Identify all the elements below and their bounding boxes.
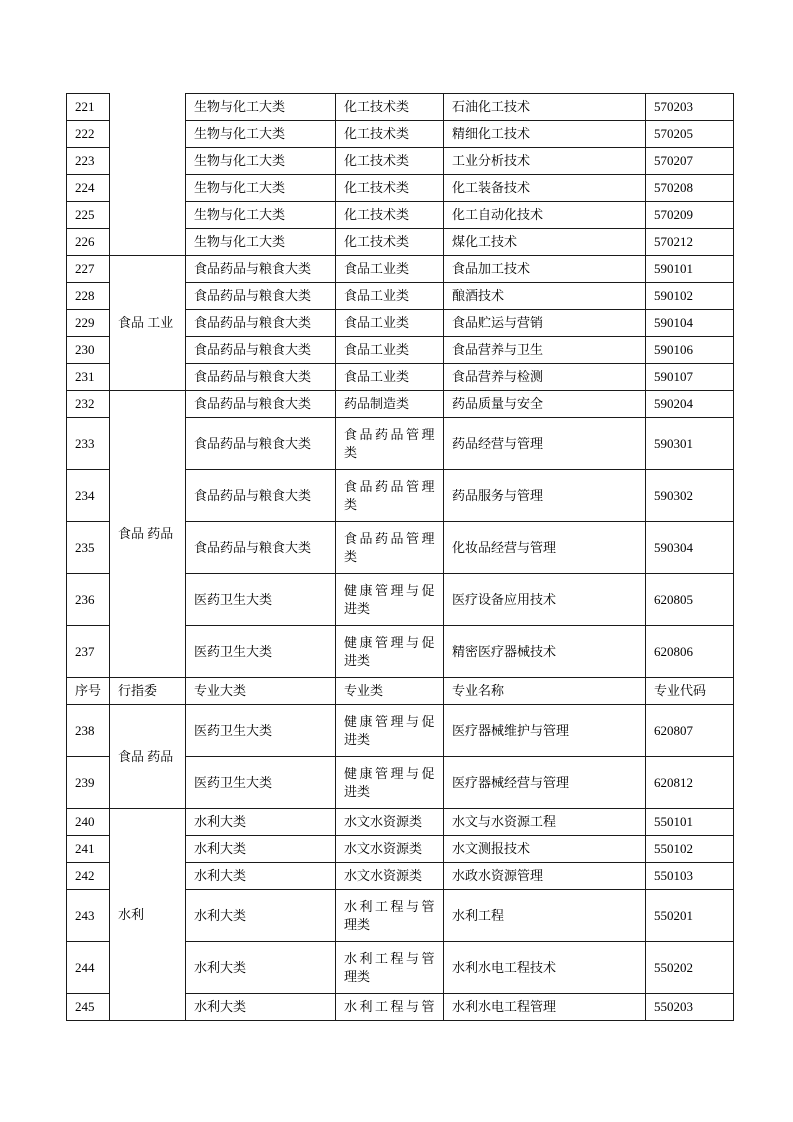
major-class-cell — [336, 626, 444, 678]
serial-number-cell: 240 — [67, 809, 110, 836]
major-name-cell: 食品营养与卫生 — [444, 337, 646, 364]
serial-number-cell: 233 — [67, 418, 110, 470]
serial-number-cell: 230 — [67, 337, 110, 364]
major-category-cell: 生物与化工大类 — [186, 121, 336, 148]
major-category-cell: 食品药品与粮食大类 — [186, 391, 336, 418]
major-class-line1: 食品药品管理 — [344, 530, 438, 546]
major-category-cell: 食品药品与粮食大类 — [186, 470, 336, 522]
major-class-line1: 水利工程与管 — [344, 999, 438, 1014]
major-code-cell: 570212 — [646, 229, 734, 256]
major-category-cell: 食品药品与粮食大类 — [186, 256, 336, 283]
serial-number-cell: 227 — [67, 256, 110, 283]
major-name-cell: 食品加工技术 — [444, 256, 646, 283]
serial-number-cell: 241 — [67, 836, 110, 863]
major-name-cell: 煤化工技术 — [444, 229, 646, 256]
major-code-cell: 590101 — [646, 256, 734, 283]
serial-number-cell: 226 — [67, 229, 110, 256]
major-name-cell: 工业分析技术 — [444, 148, 646, 175]
major-class-line2: 类 — [344, 496, 358, 512]
major-category-cell: 医药卫生大类 — [186, 626, 336, 678]
major-category-cell: 水利大类 — [186, 863, 336, 890]
major-code-cell: 570205 — [646, 121, 734, 148]
serial-number-cell: 237 — [67, 626, 110, 678]
major-name-cell: 食品贮运与营销 — [444, 310, 646, 337]
table-row — [67, 391, 734, 418]
major-class-line1: 水利工程与管 — [344, 950, 438, 966]
major-code-cell: 570203 — [646, 94, 734, 121]
major-class-line2: 类 — [344, 444, 358, 460]
serial-number-cell: 228 — [67, 283, 110, 310]
majors-table-body — [67, 94, 734, 1021]
major-name-cell: 水文与水资源工程 — [444, 809, 646, 836]
major-code-cell: 570209 — [646, 202, 734, 229]
major-code-cell: 550102 — [646, 836, 734, 863]
serial-number-cell: 242 — [67, 863, 110, 890]
major-class-line2: 进类 — [344, 600, 371, 616]
major-category-cell: 水利大类 — [186, 809, 336, 836]
serial-number-cell: 224 — [67, 175, 110, 202]
major-class-line2: 理类 — [344, 968, 371, 984]
major-class-cell: 食品工业类 — [336, 364, 444, 391]
serial-number-cell: 245 — [67, 994, 110, 1021]
major-code-cell: 590302 — [646, 470, 734, 522]
major-name-cell: 药品服务与管理 — [444, 470, 646, 522]
major-code-cell: 590104 — [646, 310, 734, 337]
table-row — [67, 809, 734, 836]
major-code-cell: 550201 — [646, 890, 734, 942]
table-row — [67, 705, 734, 757]
major-name-cell: 医疗设备应用技术 — [444, 574, 646, 626]
major-name-cell: 精密医疗器械技术 — [444, 626, 646, 678]
major-category-cell: 食品药品与粮食大类 — [186, 310, 336, 337]
major-category-cell: 生物与化工大类 — [186, 229, 336, 256]
major-name-cell: 水利工程 — [444, 890, 646, 942]
serial-number-cell: 221 — [67, 94, 110, 121]
major-name-cell: 食品营养与检测 — [444, 364, 646, 391]
major-category-cell: 水利大类 — [186, 890, 336, 942]
major-class-cell: 药品制造类 — [336, 391, 444, 418]
major-category-cell: 食品药品与粮食大类 — [186, 418, 336, 470]
serial-number-cell: 225 — [67, 202, 110, 229]
serial-number-cell: 244 — [67, 942, 110, 994]
serial-number-cell: 238 — [67, 705, 110, 757]
major-name-cell: 药品质量与安全 — [444, 391, 646, 418]
major-class-line2: 进类 — [344, 731, 371, 747]
major-class-line1: 健康管理与促 — [344, 582, 438, 598]
committee-cell: 水利 — [110, 809, 186, 1021]
major-name-cell: 化工装备技术 — [444, 175, 646, 202]
major-code-cell: 590304 — [646, 522, 734, 574]
column-header-2: 专业大类 — [186, 678, 336, 705]
major-code-cell: 570208 — [646, 175, 734, 202]
major-category-cell: 医药卫生大类 — [186, 574, 336, 626]
major-code-cell: 590102 — [646, 283, 734, 310]
major-code-cell: 550203 — [646, 994, 734, 1021]
major-name-cell: 医疗器械经营与管理 — [444, 757, 646, 809]
column-header-0: 序号 — [67, 678, 110, 705]
serial-number-cell: 232 — [67, 391, 110, 418]
table-row — [67, 94, 734, 121]
major-code-cell: 590301 — [646, 418, 734, 470]
major-class-line1: 健康管理与促 — [344, 634, 438, 650]
major-class-cell: 化工技术类 — [336, 148, 444, 175]
major-class-line2: 进类 — [344, 652, 371, 668]
major-name-cell: 化工自动化技术 — [444, 202, 646, 229]
major-name-cell: 石油化工技术 — [444, 94, 646, 121]
major-category-cell: 食品药品与粮食大类 — [186, 522, 336, 574]
major-category-cell: 食品药品与粮食大类 — [186, 364, 336, 391]
major-category-cell: 水利大类 — [186, 942, 336, 994]
major-class-line1: 健康管理与促 — [344, 713, 438, 729]
major-code-cell: 550101 — [646, 809, 734, 836]
serial-number-cell: 222 — [67, 121, 110, 148]
major-name-cell: 化妆品经营与管理 — [444, 522, 646, 574]
major-category-cell: 食品药品与粮食大类 — [186, 283, 336, 310]
table-header-row — [67, 678, 734, 705]
major-class-cell — [336, 574, 444, 626]
major-category-cell: 生物与化工大类 — [186, 94, 336, 121]
serial-number-cell: 243 — [67, 890, 110, 942]
serial-number-cell: 235 — [67, 522, 110, 574]
major-class-cell: 食品工业类 — [336, 283, 444, 310]
major-class-cell: 化工技术类 — [336, 202, 444, 229]
major-name-cell: 水政水资源管理 — [444, 863, 646, 890]
major-class-cell — [336, 418, 444, 470]
major-class-cell: 水文水资源类 — [336, 809, 444, 836]
major-class-cell — [336, 994, 444, 1021]
major-name-cell: 酿酒技术 — [444, 283, 646, 310]
major-class-cell: 化工技术类 — [336, 94, 444, 121]
major-category-cell: 生物与化工大类 — [186, 148, 336, 175]
major-class-cell: 化工技术类 — [336, 229, 444, 256]
major-category-cell: 生物与化工大类 — [186, 175, 336, 202]
table-row — [67, 256, 734, 283]
major-name-cell: 医疗器械维护与管理 — [444, 705, 646, 757]
major-category-cell: 生物与化工大类 — [186, 202, 336, 229]
major-code-cell: 590107 — [646, 364, 734, 391]
serial-number-cell: 229 — [67, 310, 110, 337]
major-name-cell: 水利水电工程技术 — [444, 942, 646, 994]
major-class-cell: 水文水资源类 — [336, 836, 444, 863]
major-class-cell — [336, 470, 444, 522]
column-header-5: 专业代码 — [646, 678, 734, 705]
major-class-cell — [336, 942, 444, 994]
serial-number-cell: 234 — [67, 470, 110, 522]
committee-cell: 食品 药品 — [110, 705, 186, 809]
major-code-cell: 620812 — [646, 757, 734, 809]
serial-number-cell: 223 — [67, 148, 110, 175]
major-class-cell — [336, 757, 444, 809]
major-category-cell: 水利大类 — [186, 994, 336, 1021]
major-class-line1: 食品药品管理 — [344, 426, 438, 442]
major-category-cell: 食品药品与粮食大类 — [186, 337, 336, 364]
major-category-cell: 医药卫生大类 — [186, 705, 336, 757]
serial-number-cell: 236 — [67, 574, 110, 626]
major-name-cell: 水利水电工程管理 — [444, 994, 646, 1021]
committee-cell — [110, 94, 186, 256]
major-class-cell — [336, 705, 444, 757]
major-class-cell: 食品工业类 — [336, 256, 444, 283]
majors-table — [66, 93, 734, 1021]
major-class-cell: 水文水资源类 — [336, 863, 444, 890]
major-class-line1: 水利工程与管 — [344, 898, 438, 914]
major-code-cell: 570207 — [646, 148, 734, 175]
committee-cell: 食品 工业 — [110, 256, 186, 391]
major-code-cell: 620807 — [646, 705, 734, 757]
major-category-cell: 医药卫生大类 — [186, 757, 336, 809]
major-code-cell: 550202 — [646, 942, 734, 994]
major-class-line2: 理类 — [344, 916, 371, 932]
major-code-cell: 620805 — [646, 574, 734, 626]
major-class-line1: 食品药品管理 — [344, 478, 438, 494]
major-class-line1: 健康管理与促 — [344, 765, 438, 781]
major-category-cell: 水利大类 — [186, 836, 336, 863]
committee-cell: 食品 药品 — [110, 391, 186, 678]
serial-number-cell: 231 — [67, 364, 110, 391]
column-header-4: 专业名称 — [444, 678, 646, 705]
major-class-line2: 进类 — [344, 783, 371, 799]
major-class-cell: 食品工业类 — [336, 310, 444, 337]
major-code-cell: 550103 — [646, 863, 734, 890]
major-name-cell: 精细化工技术 — [444, 121, 646, 148]
major-code-cell: 590204 — [646, 391, 734, 418]
major-name-cell: 水文测报技术 — [444, 836, 646, 863]
major-class-cell — [336, 522, 444, 574]
major-class-cell: 化工技术类 — [336, 175, 444, 202]
major-class-cell: 化工技术类 — [336, 121, 444, 148]
major-code-cell: 620806 — [646, 626, 734, 678]
major-class-cell — [336, 890, 444, 942]
column-header-3: 专业类 — [336, 678, 444, 705]
major-code-cell: 590106 — [646, 337, 734, 364]
major-class-cell: 食品工业类 — [336, 337, 444, 364]
major-class-line2: 类 — [344, 548, 358, 564]
column-header-1: 行指委 — [110, 678, 186, 705]
major-name-cell: 药品经营与管理 — [444, 418, 646, 470]
serial-number-cell: 239 — [67, 757, 110, 809]
